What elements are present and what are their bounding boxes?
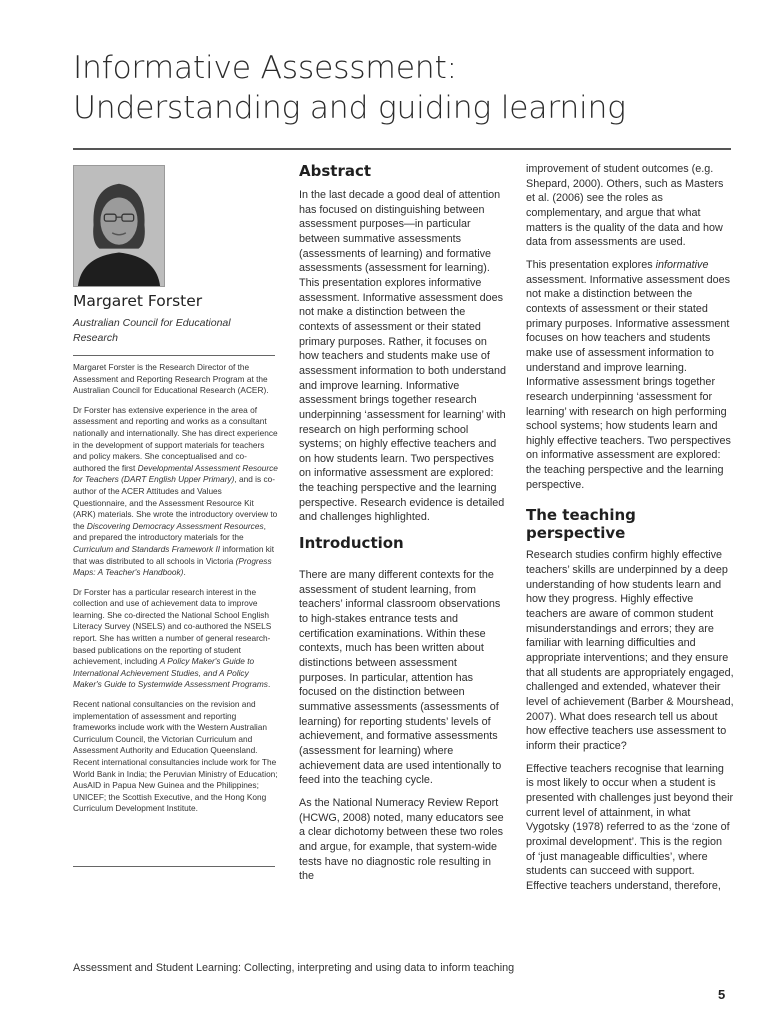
bio-paragraph: Dr Forster has a particular research interest in the collection and use of achievement data to improve learning. She co-directed the National School English Literacy Survey (NSELS) and co-authored the NSELS report. She has written a number of general research-based publications on the reporting of student achievement, including A Policy Maker's Guide to International Achievement Studies, and A Policy Maker's Guide to Systemwide Assessment Programs. — [73, 586, 272, 690]
right-column — [526, 162, 734, 902]
bio-paragraph: Dr Forster has extensive experience in the area of assessment and reporting and works as a consultant nationally and internationally. She has direct experience in the development of support materials for teachers and policy makers. She conceptualised and co-authored the first Developmental Assessment Resource for Teachers (DART English Upper Primary), and is co-author of the ACER Attitudes and Values Questionnaire, and the Assessment Resource Kit (ARK) materials. She wrote the introductory overview to the Discovering Democracy Assessment Resources, and prepared the introductory materials for the Curriculum and Standards Framework II information kit that was distributed to all schools in Victoria (Progress Maps: A Teacher's Handbook). — [73, 404, 278, 578]
abstract-text: In the last decade a good deal of attention has focused on distinguishing between assessment purposes—in particular between summative assessments (assessments of learning) and formative assessments (assessment for learning). This presentation explores informative assessment. Informative assessment does not make a distinction between the contexts of assessment or their stated primary purposes. Rather, it focuses on how teachers and students make use of assessment information to both understand and improve learning. Informative assessment brings together research underpinning ‘assessment for learning’ with research on high performing school systems; on highly effective teachers and on how students learn. Two perspectives on informative assessment are explored: the teaching perspective and the learning perspective. Research evidence is detailed and challenges highlighted. — [299, 189, 507, 524]
title-divider — [73, 148, 731, 150]
bio-top-divider — [73, 355, 275, 356]
page-title — [73, 48, 713, 128]
bio-paragraph: Margaret Forster is the Research Director of the Assessment and Reporting Research Program at the Australian Council for Educational Research (ACER). — [73, 362, 269, 396]
introduction-paragraph: As the National Numeracy Review Report (HCWG, 2008) noted, many educators see a clear dichotomy between these two roles and argue, for example, that system-wide tests have no diagnostic role resulting in the — [299, 796, 504, 883]
title-line-2: Understanding and guiding learning — [73, 90, 626, 126]
body-paragraph: improvement of student outcomes (e.g. Shepard, 2000). Others, such as Masters et al. (2006) see the roles as complementary, and argue that what matters is the quality of the data and how data from assessments are used. — [526, 163, 724, 249]
author-bio — [73, 362, 278, 823]
title-line-1: Informative Assessment: — [73, 50, 457, 86]
teaching-paragraph: Research studies confirm highly effective teachers’ skills are underpinned by a deep understanding of how students learn and how they progress. Highly effective teachers are aware of common student misunderstandings and errors; they are familiar with learning difficulties and appropriate interventions; and they ensure that all students are appropriately engaged, challenged and extended, whatever their level of achievement (Barber & Mourshead, 2007). What does research tell us about how effective teachers use assessment to inform their practice? — [526, 549, 734, 752]
author-photo — [73, 165, 165, 287]
introduction-paragraph: There are many different contexts for the assessment of student learning, from teachers’ informal classroom observations to high-stakes entrance tests and certification examinations. Within these contexts, much has been written about distinctions between assessment purposes. In particular, attention has focused on the distinction between summative assessments (assessments of learning) for reporting students’ levels of achievement, and formative assessments (assessment for learning) where achievement data are used intentionally to feed into the teaching cycle. — [299, 569, 502, 787]
running-footer: Assessment and Student Learning: Collecting, interpreting and using data to inform teaching — [73, 962, 515, 974]
abstract-heading: Abstract — [299, 162, 372, 180]
middle-column — [299, 162, 507, 892]
body-paragraph: This presentation explores informative assessment. Informative assessment does not make a distinction between the contexts of assessment or their stated primary purposes. Informative assessment focuses on how teachers and students make use of assessment information to understand and improve learning. Informative assessment brings together research underpinning ‘assessment for learning’ with research on high performing school systems; how students learn and highly effective teachers. Two perspectives on informative assessment are explored: the teaching perspective and the learning perspective. — [526, 258, 731, 491]
bio-bottom-divider — [73, 866, 275, 867]
introduction-heading: Introduction — [299, 534, 404, 553]
teaching-paragraph: Effective teachers recognise that learning is most likely to occur when a student is presented with challenges just beyond their current level of attainment, in what Vygotsky (1978) referred to as the ‘zone of proximal development’. This is the region of ‘just manageable difficulties’, where students can succeed with support. Effective teachers understand, therefore, — [526, 762, 734, 892]
bio-paragraph: Recent national consultancies on the revision and implementation of assessment and reporting frameworks include work with the Western Australian Curriculum Council, the Victorian Curriculum and Assessment Authority and Education Queensland. Recent international consultancies include work for The World Bank in India; the Peruvian Ministry of Education; AusAID in Papua New Guinea and the Philippines; UNICEF; the Scottish Executive, and the Hong Kong Curriculum Development Institute. — [73, 699, 278, 814]
author-name: Margaret Forster — [73, 292, 203, 310]
teaching-perspective-heading: The teaching perspective — [526, 506, 636, 543]
author-affiliation: Australian Council for Educational Research — [73, 317, 231, 344]
page-number: 5 — [718, 987, 726, 1002]
